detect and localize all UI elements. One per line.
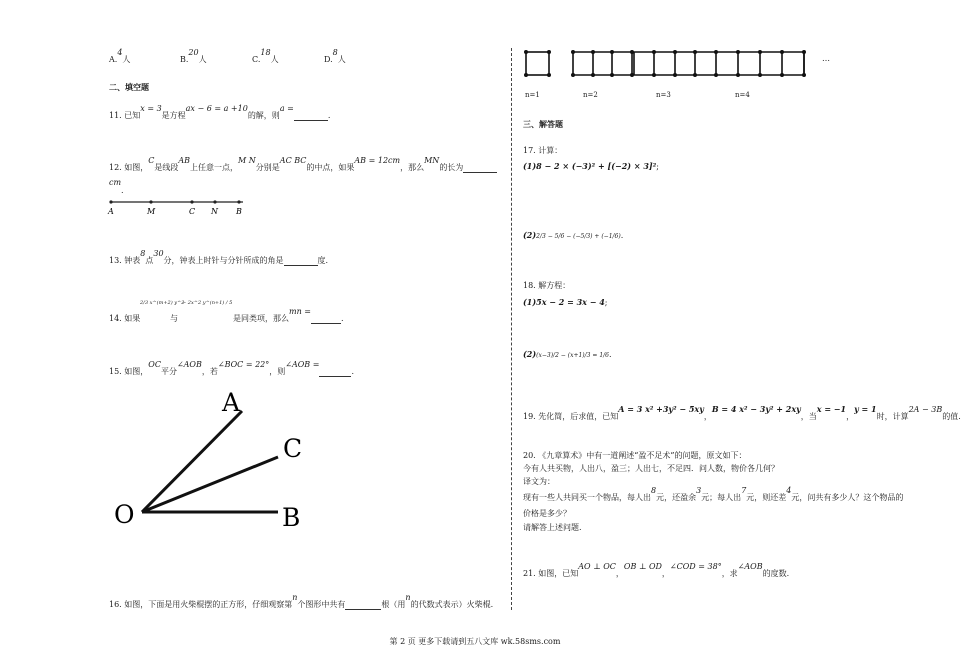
- q12-segment-figure: [105, 196, 255, 218]
- q14-text: 14. 如果: [109, 314, 141, 323]
- choice-d-prefix: D.: [324, 55, 333, 64]
- matchstick-squares-figure: [520, 46, 820, 82]
- label-a: A: [108, 207, 114, 216]
- q20-text: 现有一些人共同买一个物品，每人出: [523, 493, 651, 502]
- matchstick-label-n3: n=3: [656, 91, 671, 99]
- q15-math-boc: ∠BOC = 22°: [217, 360, 270, 369]
- choice-a-suffix: 人: [122, 55, 131, 64]
- q12-math-bc: BC: [294, 156, 307, 165]
- q12-text-4: 分别是: [255, 163, 280, 172]
- q12-math-n: N: [248, 156, 256, 165]
- label-b: B: [282, 503, 301, 532]
- label-c: C: [283, 434, 303, 463]
- q18-part-2-expr: (x−3)/2 − (x+1)/3 = 1/6: [536, 352, 609, 359]
- q13-math-30: 30: [153, 249, 164, 258]
- q12-math-ab-len: AB = 12cm: [354, 156, 401, 165]
- q16-math-n: n: [292, 593, 298, 602]
- question-14: [109, 313, 140, 324]
- q12-text-5: 的中点，如果: [306, 163, 355, 172]
- q13-text-2: 点: [145, 256, 154, 265]
- q16-math-n-2: n: [405, 593, 411, 602]
- ray-oc: [142, 457, 278, 512]
- page-footer: 第 2 页 更多下载请到五八文库 wk.58sms.com: [389, 637, 561, 646]
- q20-text-5: 元，问共有多少人？这个物品的: [791, 493, 904, 502]
- q12-text-7: 的长为: [439, 163, 464, 172]
- question-20-line-3: 译文为：: [523, 477, 555, 486]
- q19-math-x: x = −1: [816, 404, 847, 414]
- choice-a: [109, 48, 131, 65]
- label-c: C: [189, 207, 196, 216]
- ray-oa: [142, 411, 242, 512]
- section-title-fill-in: 二、填空题: [109, 83, 149, 92]
- q21-text: 21. 如图，已知: [523, 569, 579, 578]
- q16-text: 16. 如图，下面是用火柴棍摆的正方形，仔细观察第: [109, 600, 293, 609]
- q12-text-6: ，那么: [400, 163, 425, 172]
- q19-math-expr: 2A − 3B: [908, 405, 943, 414]
- q19-math-b: B = 4 x² − 3y² + 2xy: [711, 404, 801, 414]
- question-13: [109, 249, 329, 266]
- q20-text-4: 元，则还差: [746, 493, 787, 502]
- q21-math-1: AO ⊥ OC: [578, 562, 616, 571]
- label-b: B: [236, 207, 242, 216]
- q17-part-2-expr: 2/3 − 5/6 − (−5/3) + (−1/6): [536, 233, 621, 240]
- label-a: A: [222, 388, 241, 417]
- q14-math-mn: mn =: [289, 307, 311, 316]
- choice-c-suffix: 人: [270, 55, 279, 64]
- point-n: [213, 200, 216, 203]
- choice-c-value: 18: [260, 48, 271, 57]
- q12-text-2: 是线段: [154, 163, 179, 172]
- q11-math-2: ax − 6 = a +10: [185, 104, 248, 113]
- q14-end: .: [340, 314, 344, 323]
- q19-text-5: 时，计算: [876, 412, 909, 421]
- q19-text-4: ，: [846, 412, 855, 421]
- q20-text-3: 元；每人出: [701, 493, 742, 502]
- q15-text-3: ，若: [201, 367, 218, 376]
- q15-math-aob-2: ∠AOB =: [285, 360, 320, 369]
- q12-end: .: [121, 186, 124, 195]
- q14-term-1: 2/3 x^(m+2) y^2: [140, 300, 185, 306]
- q18-part-1-expr: 5x − 2 = 3x − 4: [536, 297, 605, 307]
- q19-text-6: 的值.: [942, 412, 961, 421]
- q16-answer-blank: [345, 601, 381, 610]
- column-divider: [511, 48, 512, 610]
- q14-answer-blank: [311, 315, 341, 324]
- q12-math-c: C: [148, 156, 155, 165]
- matchstick-label-n4: n=4: [735, 91, 750, 99]
- q18-part-1-end: ;: [604, 298, 608, 307]
- q11-text-2: 是方程: [161, 111, 186, 120]
- point-b: [237, 200, 240, 203]
- choice-b-prefix: B.: [180, 55, 189, 64]
- q13-answer-blank: [284, 257, 318, 266]
- q11-math-1: x = 3: [140, 104, 162, 113]
- q13-text-3: 分，钟表上时针与分针所成的角是: [163, 256, 284, 265]
- q19-math-a: A = 3 x² +3y² − 5xy: [618, 404, 704, 414]
- question-20-line-6: 请解答上述问题.: [523, 523, 582, 532]
- q11-math-3: a =: [279, 104, 294, 113]
- q21-math-2: OB ⊥ OD: [623, 562, 662, 571]
- choice-a-prefix: A.: [109, 55, 118, 64]
- q20-math-7: 7: [741, 486, 747, 495]
- q15-math-aob: ∠AOB: [176, 360, 202, 369]
- q17-part-1-label: (1): [523, 161, 537, 171]
- q19-text-2: ，: [703, 412, 712, 421]
- choice-a-value: 4: [117, 48, 123, 57]
- q17-part-2-label: (2): [523, 230, 537, 240]
- q17-part-2: [523, 230, 623, 240]
- q17-part-1: [523, 161, 659, 171]
- square-n1: [526, 52, 549, 75]
- q12-text-3: 上任意一点，: [190, 163, 239, 172]
- q12-math-mn: MN: [424, 156, 440, 165]
- q15-angle-figure: [110, 385, 320, 535]
- q18-part-2: [523, 349, 612, 359]
- choice-c: [252, 48, 279, 65]
- q17-part-1-expr: 8 − 2 × (−3)² + [(−2) × 3]²: [536, 161, 657, 171]
- q12-math-ab: AB: [178, 156, 191, 165]
- squares-n3: [634, 52, 716, 75]
- matchstick-label-n1: n=1: [525, 91, 540, 99]
- question-20-line-5: 价格是多少？: [523, 509, 571, 518]
- question-21: [523, 562, 790, 579]
- section-title-solutions: 三、解答题: [523, 120, 563, 129]
- q11-end: .: [327, 111, 331, 120]
- label-m: M: [147, 207, 156, 216]
- label-o: O: [114, 500, 135, 529]
- q11-text: 11. 已知: [109, 111, 141, 120]
- q11-text-3: 的解，则: [247, 111, 280, 120]
- q16-text-3: 根（用: [381, 600, 406, 609]
- choice-d-suffix: 人: [337, 55, 346, 64]
- question-20-line-1: 20. 《九章算术》中有一道阐述“盈不足术”的问题，原文如下：: [523, 451, 747, 460]
- q14-rest: [233, 307, 344, 324]
- q12-unit: cm: [109, 178, 122, 187]
- q21-math-3: ∠COD = 38°: [669, 562, 722, 571]
- point-a: [109, 200, 112, 203]
- q18-part-2-end: .: [608, 350, 612, 359]
- question-17: 17. 计算：: [523, 146, 563, 155]
- q13-end: 度.: [317, 256, 329, 265]
- q15-text-2: 平分: [160, 367, 177, 376]
- q18-part-2-label: (2): [523, 349, 537, 359]
- q19-text-3: ，当: [800, 412, 817, 421]
- q15-text: 15. 如图，: [109, 367, 149, 376]
- q21-math-4: ∠AOB: [737, 562, 763, 571]
- q12-math-ac: AC: [279, 156, 292, 165]
- question-12: [109, 156, 497, 173]
- q20-math-8: 8: [651, 486, 657, 495]
- matchstick-label-n2: n=2: [583, 91, 598, 99]
- matchstick-joints: [524, 50, 806, 77]
- q18-part-1: [523, 297, 607, 307]
- q21-text-3: ，: [661, 569, 670, 578]
- question-19: [523, 404, 961, 422]
- q20-math-3: 3: [696, 486, 702, 495]
- choice-c-prefix: C.: [252, 55, 261, 64]
- q16-text-2: 个图形中共有: [297, 600, 346, 609]
- q21-text-2: ，: [615, 569, 624, 578]
- q15-end: .: [351, 367, 354, 376]
- q14-term-2: − 2x^2 y^(n+1) / 5: [182, 300, 233, 306]
- question-20-line-4: [523, 486, 904, 503]
- q11-answer-blank: [294, 112, 328, 121]
- q15-text-4: ，则: [269, 367, 286, 376]
- q15-answer-blank: [319, 368, 351, 377]
- q21-text-4: ，求: [721, 569, 738, 578]
- q15-math-oc: OC: [148, 360, 161, 369]
- q14-text-2: 与: [170, 314, 178, 323]
- squares-n4-dividers: [738, 52, 804, 75]
- matchstick-ellipsis: …: [822, 54, 830, 63]
- q19-math-y: y = 1: [854, 404, 877, 414]
- q18-part-1-label: (1): [523, 297, 537, 307]
- question-20-line-2: 今有人共买物，人出八，盈三；人出七，不足四．问人数，物价各几何？: [523, 464, 779, 473]
- question-18: 18. 解方程：: [523, 281, 571, 290]
- question-11: [109, 104, 331, 121]
- q12-answer-blank: [463, 164, 497, 173]
- q12-text: 12. 如图，: [109, 163, 149, 172]
- squares-n2: [573, 52, 632, 75]
- question-16: [109, 593, 494, 610]
- q17-part-2-end: .: [620, 231, 624, 240]
- q17-part-1-end: ;: [656, 162, 659, 171]
- label-n: N: [211, 207, 218, 216]
- q13-math-8: 8: [140, 249, 146, 258]
- q12-math-m: M: [238, 156, 247, 165]
- choice-b: [180, 48, 207, 65]
- q13-text: 13. 钟表: [109, 256, 141, 265]
- choice-b-value: 20: [188, 48, 199, 57]
- choice-b-suffix: 人: [198, 55, 207, 64]
- question-15: [109, 360, 354, 377]
- q20-text-2: 元，还盈余: [656, 493, 697, 502]
- q20-math-4: 4: [786, 486, 792, 495]
- q19-text: 19. 先化简，后求值，已知: [523, 412, 619, 421]
- point-m: [149, 200, 152, 203]
- choice-d-value: 8: [332, 48, 338, 57]
- choice-d: [324, 48, 346, 65]
- q21-text-5: 的度数.: [762, 569, 790, 578]
- point-c: [190, 200, 193, 203]
- q16-text-4: 的代数式表示）火柴棍.: [410, 600, 494, 609]
- q14-text-3: 是同类项，那么: [233, 314, 289, 323]
